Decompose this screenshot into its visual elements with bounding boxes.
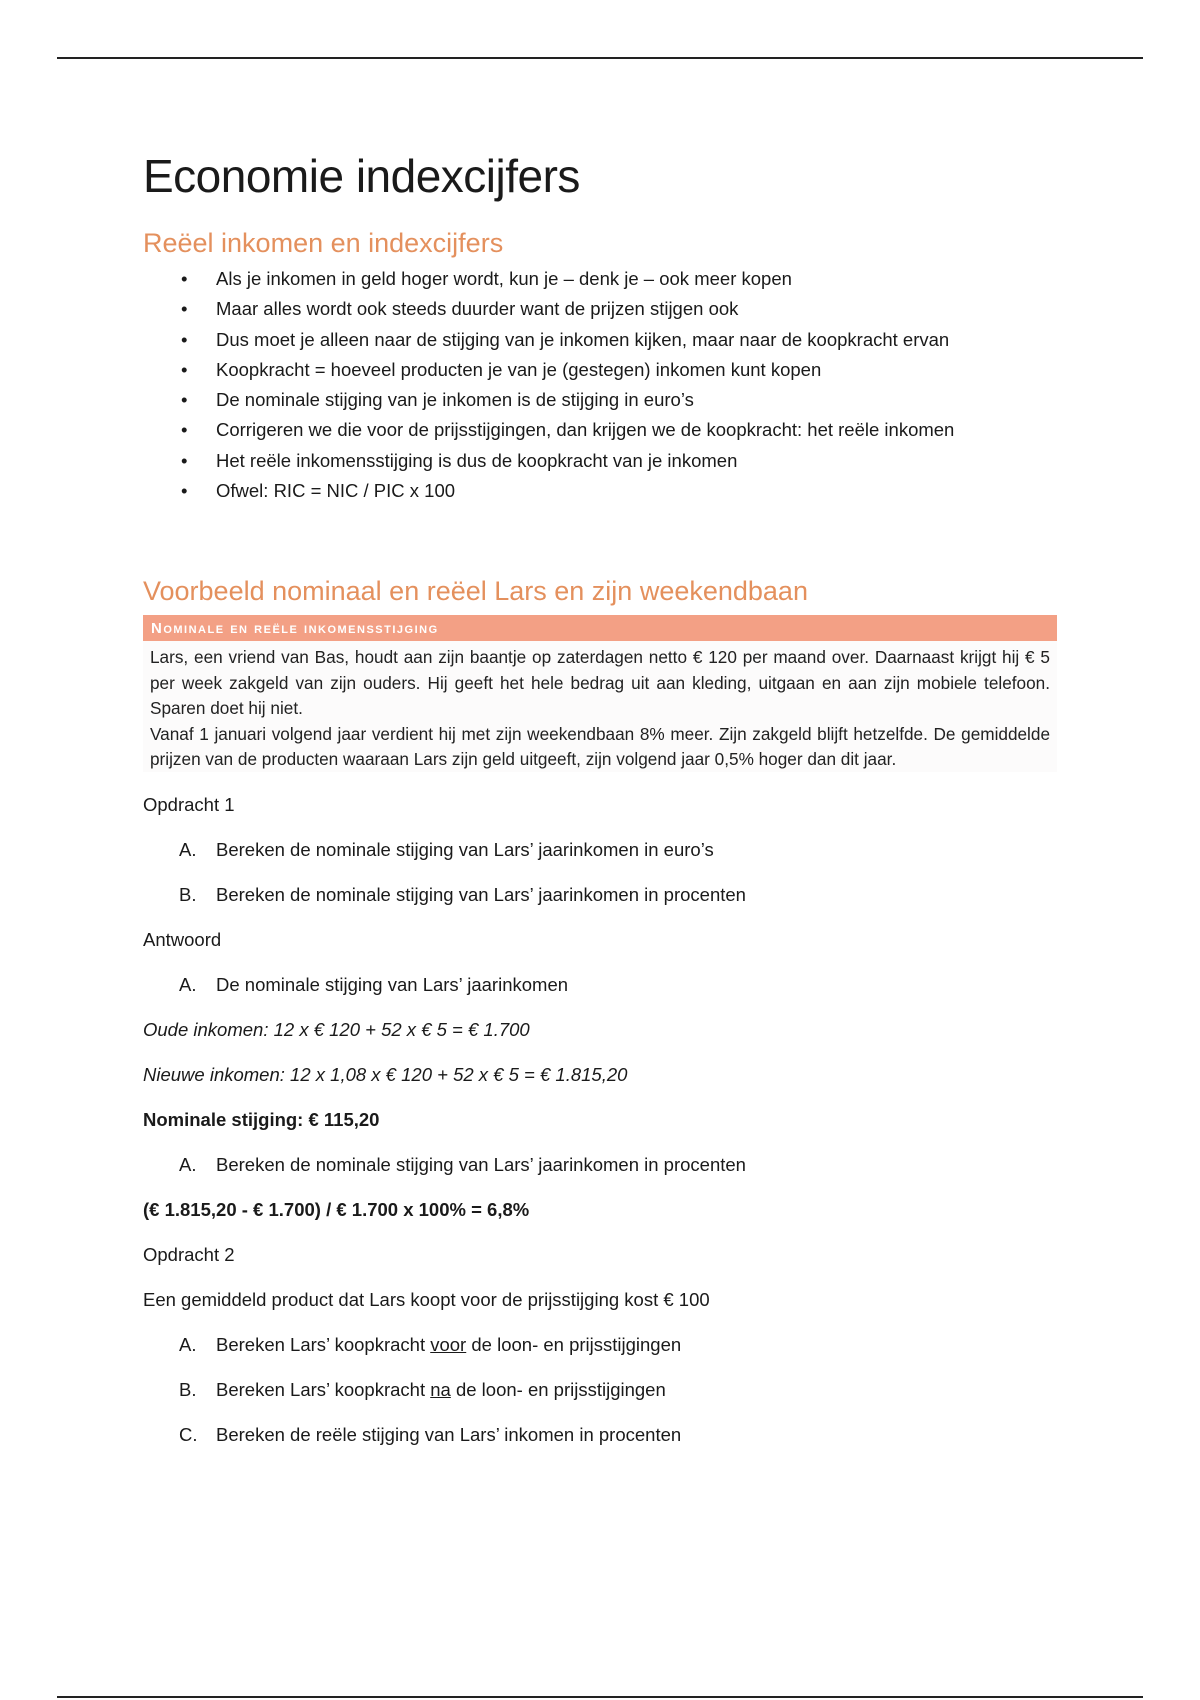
bullet-icon: •	[181, 389, 188, 411]
list-item: A. Bereken de nominale stijging van Lars’ jaarinkomen in euro’s	[179, 839, 714, 861]
section-heading-reeel-inkomen: Reëel inkomen en indexcijfers	[143, 228, 504, 258]
opdracht-1-label: Opdracht 1	[143, 794, 235, 816]
page-title: Economie indexcijfers	[143, 150, 580, 202]
top-rule	[57, 57, 1143, 59]
list-item: • Maar alles wordt ook steeds duurder want de prijzen stijgen ook	[143, 294, 1063, 324]
example-banner	[143, 615, 1057, 641]
list-item: • Als je inkomen in geld hoger wordt, kun je – denk je – ook meer kopen	[143, 264, 1063, 294]
list-item: B. Bereken Lars’ koopkracht na de loon- en prijsstijgingen	[179, 1379, 666, 1401]
bullet-icon: •	[181, 358, 188, 380]
bullet-list	[143, 264, 1063, 506]
list-item: C. Bereken de reële stijging van Lars’ inkomen in procenten	[179, 1424, 682, 1446]
document-body	[143, 148, 1063, 1448]
bottom-rule	[57, 1696, 1143, 1698]
opdracht-2-label: Opdracht 2	[143, 1244, 235, 1266]
example-box	[143, 641, 1057, 772]
list-item: • Ofwel: RIC = NIC / PIC x 100	[143, 476, 1063, 506]
bullet-icon: •	[181, 480, 188, 502]
example-text-2: Vanaf 1 januari volgend jaar verdient hij met zijn weekendbaan 8% meer. Zijn zakgeld blijft hetzelfde. De gemiddelde prijzen van de producten waaraan Lars zijn geld uitgeeft, zijn volgend jaar 0,5% hoger dan dit jaar.	[150, 723, 1050, 769]
list-item: • Koopkracht = hoeveel producten je van je (gestegen) inkomen kunt kopen	[143, 355, 1063, 385]
section-heading-voorbeeld: Voorbeeld nominaal en reëel Lars en zijn weekendbaan	[143, 576, 808, 607]
list-item: • Het reële inkomensstijging is dus de koopkracht van je inkomen	[143, 446, 1063, 476]
antwoord-label: Antwoord	[143, 929, 222, 951]
example-text-1: Lars, een vriend van Bas, houdt aan zijn baantje op zaterdagen netto € 120 per maand over. Daarnaast krijgt hij € 5 per week zakgeld van zijn ouders. Hij geeft het hele bedrag uit aan kleding, uitgaan en aan zijn mobiele telefoon. Sparen doet hij niet.	[150, 647, 1050, 719]
calc-oude-inkomen: Oude inkomen: 12 x € 120 + 52 x € 5 = € 1.700	[143, 1019, 530, 1041]
opdracht-2-intro: Een gemiddeld product dat Lars koopt voor de prijsstijging kost € 100	[143, 1289, 710, 1311]
list-item: • De nominale stijging van je inkomen is de stijging in euro’s	[143, 385, 1063, 415]
calc-nieuwe-inkomen: Nieuwe inkomen: 12 x 1,08 x € 120 + 52 x € 5 = € 1.815,20	[143, 1064, 628, 1086]
calc-nominale-stijging: Nominale stijging: € 115,20	[143, 1109, 380, 1131]
bullet-icon: •	[181, 449, 188, 471]
list-item: A. Bereken de nominale stijging van Lars’ jaarinkomen in procenten	[179, 1154, 746, 1176]
list-item: A. Bereken Lars’ koopkracht voor de loon- en prijsstijgingen	[179, 1334, 682, 1356]
bullet-icon: •	[181, 419, 188, 441]
list-item: • Dus moet je alleen naar de stijging van je inkomen kijken, maar naar de koopkracht ervan	[143, 325, 1063, 355]
calc-procent: (€ 1.815,20 - € 1.700) / € 1.700 x 100% = 6,8%	[143, 1199, 530, 1221]
bullet-icon: •	[181, 268, 188, 289]
bullet-icon: •	[181, 328, 188, 350]
list-item: • Corrigeren we die voor de prijsstijgingen, dan krijgen we de koopkracht: het reële inkomen	[143, 415, 1063, 445]
banner-title: Nominale en reële inkomensstijging	[151, 620, 439, 638]
bullet-icon: •	[181, 298, 188, 320]
list-item: B. Bereken de nominale stijging van Lars’ jaarinkomen in procenten	[179, 884, 746, 906]
list-item: A. De nominale stijging van Lars’ jaarinkomen	[179, 974, 569, 996]
